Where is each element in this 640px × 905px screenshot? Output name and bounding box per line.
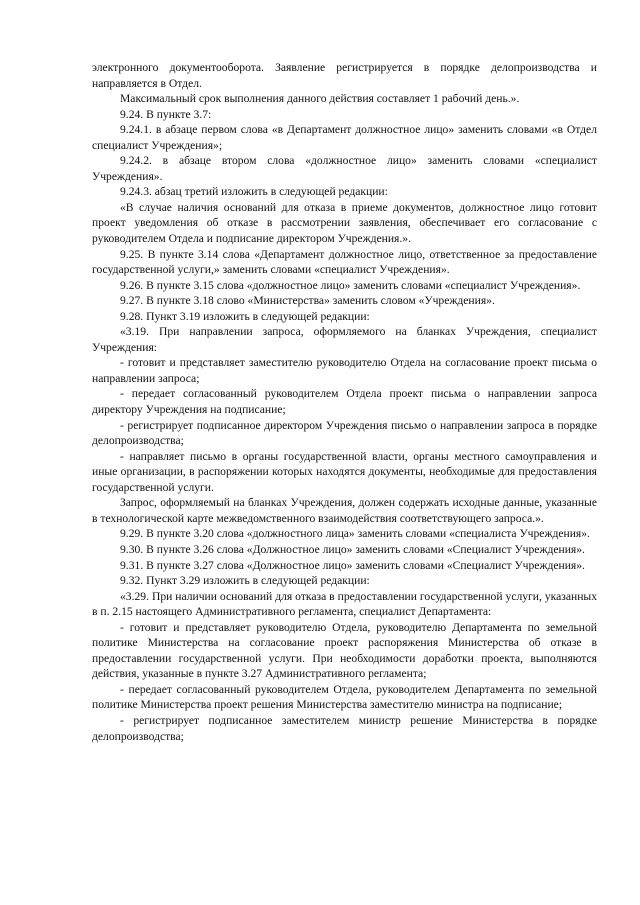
paragraph: 9.30. В пункте 3.26 слова «Должностное лицо» заменить словами «Специалист Учреждения».: [120, 542, 585, 556]
paragraph: - передает согласованный руководителем Отдела, руководителем Департамента по земельной политике Министерства проект решения Министерства заместителю министра на подписание;: [92, 682, 597, 712]
paragraph: 9.24.3. абзац третий изложить в следующей редакции:: [120, 185, 388, 199]
paragraph: 9.28. Пункт 3.19 изложить в следующей редакции:: [120, 309, 370, 323]
paragraph: - регистрирует подписанное заместителем министр решение Министерства в порядке делопроизводства;: [92, 713, 597, 743]
paragraph: «3.19. При направлении запроса, оформляемого на бланках Учреждения, специалист Учреждения:: [92, 325, 597, 354]
paragraph: - направляет письмо в органы государственной власти, органы местного самоуправления и иные организации, в распоряжении которых находятся документы, необходимые для предоставления государственной услуги.: [92, 449, 597, 494]
paragraph: Максимальный срок выполнения данного действия составляет 1 рабочий день.».: [120, 92, 520, 106]
paragraph: «3.29. При наличии оснований для отказа в предоставлении государственной услуги, указанных в п. 2.15 настоящего Административного регламента, специалист Департамента:: [92, 589, 597, 619]
paragraph: 9.24.2. в абзаце втором слова «должностное лицо» заменить словами «специалист Учреждения».: [92, 154, 597, 183]
paragraph: Запрос, оформляемый на бланках Учреждения, должен содержать исходные данные, указанные в технологической карте межведомственного взаимодействия соответствующего запроса.».: [92, 496, 597, 525]
paragraph: - готовит и представляет руководителю Отдела, руководителю Департамента по земельной политике Министерства на согласование проект распоряжения Министерства об отказе в предоставлении государственной услуги. При необходимости доработки проекта, выполняются действия, указанные в пункте 3.27 Административного регламента;: [92, 620, 597, 681]
paragraph: 9.31. В пункте 3.27 слова «Должностное лицо» заменить словами «Специалист Учреждения».: [120, 558, 585, 572]
paragraph: 9.25. В пункте 3.14 слова «Департамент должностное лицо, ответственное за предоставление государственной услуги,» заменить словами «специалист Учреждения».: [92, 247, 597, 277]
paragraph: 9.24. В пункте 3.7:: [120, 107, 212, 121]
paragraph: 9.26. В пункте 3.15 слова «должностное лицо» заменить словами «специалист Учреждения».: [120, 278, 581, 292]
paragraph: - регистрирует подписанное директором Учреждения письмо о направлении запроса в порядке делопроизводства;: [92, 418, 597, 448]
document-page: [92, 60, 597, 744]
paragraph: электронного документооборота. Заявление регистрируется в порядке делопроизводства и направляется в Отдел.: [92, 61, 597, 90]
paragraph: 9.27. В пункте 3.18 слово «Министерства» заменить словом «Учреждения».: [120, 294, 495, 308]
paragraph: 9.32. Пункт 3.29 изложить в следующей редакции:: [120, 574, 370, 588]
paragraph: «В случае наличия оснований для отказа в приеме документов, должностное лицо готовит проект уведомления об отказе в рассмотрении заявления, обеспечивает его согласование с руководителем Отдела и подписание директором Учреждения.».: [92, 200, 597, 246]
paragraph: 9.29. В пункте 3.20 слова «должностного лица» заменить словами «специалиста Учреждения».: [120, 527, 590, 541]
paragraph: 9.24.1. в абзаце первом слова «в Департамент должностное лицо» заменить словами «в Отдел специалист Учреждения»;: [92, 123, 597, 152]
paragraph: - готовит и представляет заместителю руководителю Отдела на согласование проект письма о направлении запроса;: [92, 356, 597, 385]
paragraph: - передает согласованный руководителем Отдела проект письма о направлении запроса директору Учреждения на подписание;: [92, 387, 597, 417]
